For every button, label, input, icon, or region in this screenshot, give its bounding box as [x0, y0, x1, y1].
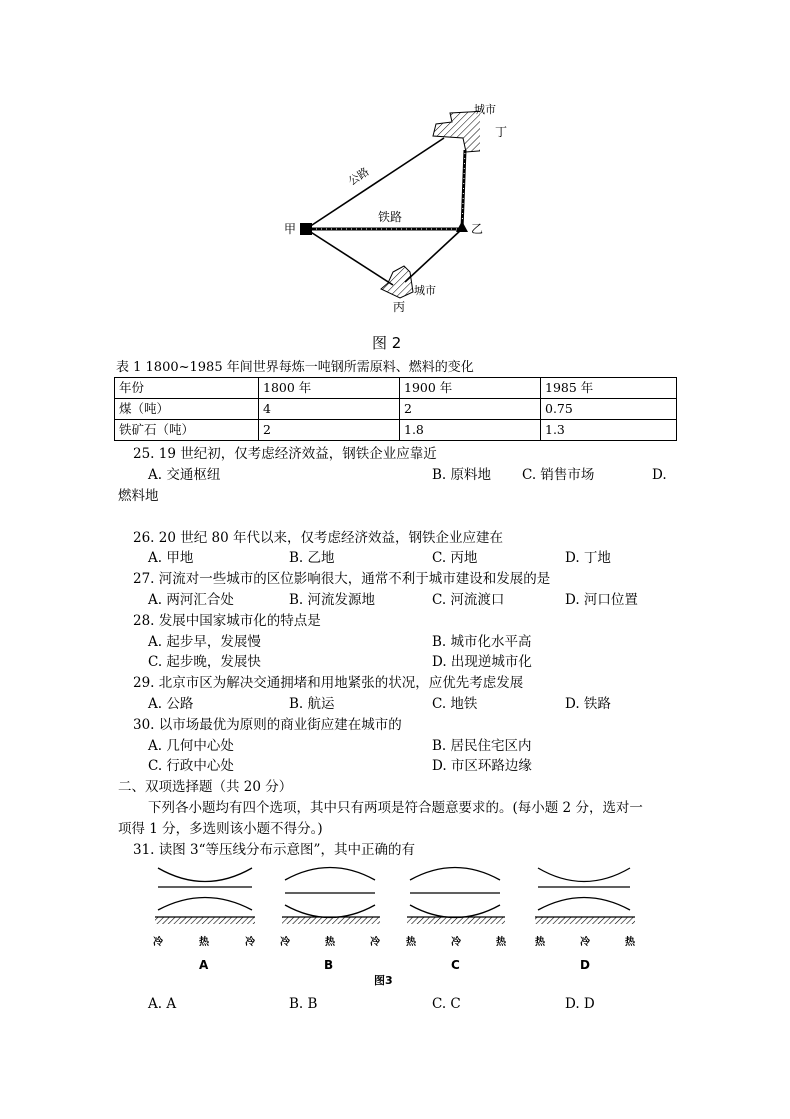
fig3-a-right-label: 冷: [245, 937, 255, 948]
fig2-city-label-bing: 城市: [414, 284, 436, 297]
isobar-panel-c: [407, 868, 505, 925]
node-yi-triangle: [456, 221, 468, 232]
section2-title: 二、双项选择题（共 20 分）: [118, 779, 293, 795]
q28-option-b: B. 城市化水平高: [432, 634, 532, 650]
fig3-b-mid-label: 热: [325, 937, 335, 948]
q31-option-d: D. D: [565, 996, 595, 1012]
fig3-b-left-label: 冷: [280, 937, 290, 948]
q28-option-a: A. 起步早，发展慢: [148, 634, 261, 650]
node-jia-square: [300, 223, 312, 235]
table-cell: 1900 年: [400, 378, 541, 399]
q28-option-d: D. 出现逆城市化: [432, 654, 532, 670]
q30-option-d: D. 市区环路边缘: [432, 758, 532, 774]
fig2-highway-label: 公路: [345, 165, 372, 189]
section2-instructions-line2: 项得 1 分，多选则该小题不得分。): [118, 821, 323, 837]
fig3-panel-label-d: D: [580, 958, 590, 972]
table-cell: 1.8: [400, 420, 541, 441]
isobar-panel-a: [155, 868, 255, 924]
fig2-label-jia: 甲: [284, 222, 297, 236]
q25-option-a: A. 交通枢纽: [148, 467, 221, 483]
fig3-c-right-label: 热: [496, 937, 506, 948]
table1-caption: 表 1 1800~1985 年间世界每炼一吨钢所需原料、燃料的变化: [116, 360, 474, 375]
fig2-caption: 图 2: [372, 334, 402, 352]
table-cell: 1.3: [541, 420, 677, 441]
fig2-railway-label: 铁路: [378, 210, 403, 224]
highway-jia-ding: [306, 138, 444, 229]
section2-instructions-line1: 下列各小题均有四个选项，其中只有两项是符合题意要求的。(每小题 2 分，选对一: [148, 800, 643, 816]
q27-option-d: D. 河口位置: [565, 592, 638, 608]
table-cell: 2: [259, 420, 400, 441]
table-row: [115, 378, 677, 399]
fig3-b-right-label: 冷: [370, 937, 380, 948]
q26-option-b: B. 乙地: [289, 550, 335, 566]
q31-stem: 31. 读图 3“等压线分布示意图”，其中正确的有: [133, 842, 415, 858]
fig3-d-left-label: 热: [535, 937, 545, 948]
fig2-label-bing: 丙: [393, 300, 406, 314]
q29-option-c: C. 地铁: [432, 696, 478, 712]
fig2-label-yi: 乙: [471, 222, 484, 236]
table-cell: 年份: [115, 378, 259, 399]
q29-stem: 29. 北京市区为解决交通拥堵和用地紧张的状况，应优先考虑发展: [133, 675, 524, 691]
fig2-label-ding: 丁: [495, 125, 508, 139]
q29-option-b: B. 航运: [289, 696, 335, 712]
figure-3-isobars: [150, 860, 670, 930]
q30-option-c: C. 行政中心处: [148, 758, 234, 774]
fig3-a-mid-label: 热: [199, 937, 209, 948]
table1: [114, 377, 677, 441]
table-cell: 0.75: [541, 399, 677, 420]
q29-option-d: D. 铁路: [565, 696, 611, 712]
city-ding-area: [433, 111, 480, 152]
q27-stem: 27. 河流对一些城市的区位影响很大，通常不利于城市建设和发展的是: [133, 571, 551, 587]
q25-option-b: B. 原料地: [432, 467, 492, 483]
fig3-panel-label-b: B: [324, 958, 334, 972]
q31-option-c: C. C: [432, 996, 461, 1012]
q26-option-c: C. 丙地: [432, 550, 478, 566]
table-cell: 1800 年: [259, 378, 400, 399]
fig3-d-mid-label: 冷: [580, 937, 590, 948]
table-row: [115, 399, 677, 420]
table-cell: 铁矿石（吨）: [115, 420, 259, 441]
table-cell: 1985 年: [541, 378, 677, 399]
q31-option-b: B. B: [289, 996, 318, 1012]
isobar-panel-b: [282, 868, 380, 925]
q26-option-d: D. 丁地: [565, 550, 611, 566]
q26-option-a: A. 甲地: [148, 550, 194, 566]
city-bing-area: [381, 266, 413, 298]
q29-option-a: A. 公路: [148, 696, 194, 712]
fig3-panel-label-a: A: [199, 958, 209, 972]
q27-option-b: B. 河流发源地: [289, 592, 376, 608]
table-row: [115, 420, 677, 441]
fig3-caption: 图3: [374, 974, 393, 987]
highway-jia-bing: [306, 229, 393, 285]
q27-option-c: C. 河流渡口: [432, 592, 505, 608]
q25-option-d-cont: 燃料地: [118, 488, 159, 504]
table-cell: 4: [259, 399, 400, 420]
q30-option-b: B. 居民住宅区内: [432, 738, 532, 754]
q26-stem: 26. 20 世纪 80 年代以来，仅考虑经济效益，钢铁企业应建在: [133, 530, 503, 546]
q25-option-c: C. 销售市场: [522, 467, 595, 483]
railway-yi-ding: [462, 150, 465, 229]
fig3-a-left-label: 冷: [153, 937, 163, 948]
q25-stem: 25. 19 世纪初，仅考虑经济效益，钢铁企业应靠近: [133, 446, 437, 462]
fig3-c-left-label: 热: [406, 937, 416, 948]
q30-stem: 30. 以市场最优为原则的商业街应建在城市的: [133, 717, 402, 733]
q28-stem: 28. 发展中国家城市化的特点是: [133, 613, 321, 629]
q27-option-a: A. 两河汇合处: [148, 592, 234, 608]
q31-option-a: A. A: [148, 996, 177, 1012]
fig2-city-label-ding: 城市: [474, 103, 496, 116]
table-cell: 煤（吨）: [115, 399, 259, 420]
fig3-c-mid-label: 冷: [451, 937, 461, 948]
q25-option-d: D.: [652, 467, 667, 483]
table-cell: 2: [400, 399, 541, 420]
fig3-panel-label-c: C: [451, 958, 460, 972]
fig3-d-right-label: 热: [625, 937, 635, 948]
isobar-panel-d: [535, 868, 635, 924]
q28-option-c: C. 起步晚，发展快: [148, 654, 261, 670]
q30-option-a: A. 几何中心处: [148, 738, 234, 754]
highway-bing-yi: [405, 229, 462, 282]
